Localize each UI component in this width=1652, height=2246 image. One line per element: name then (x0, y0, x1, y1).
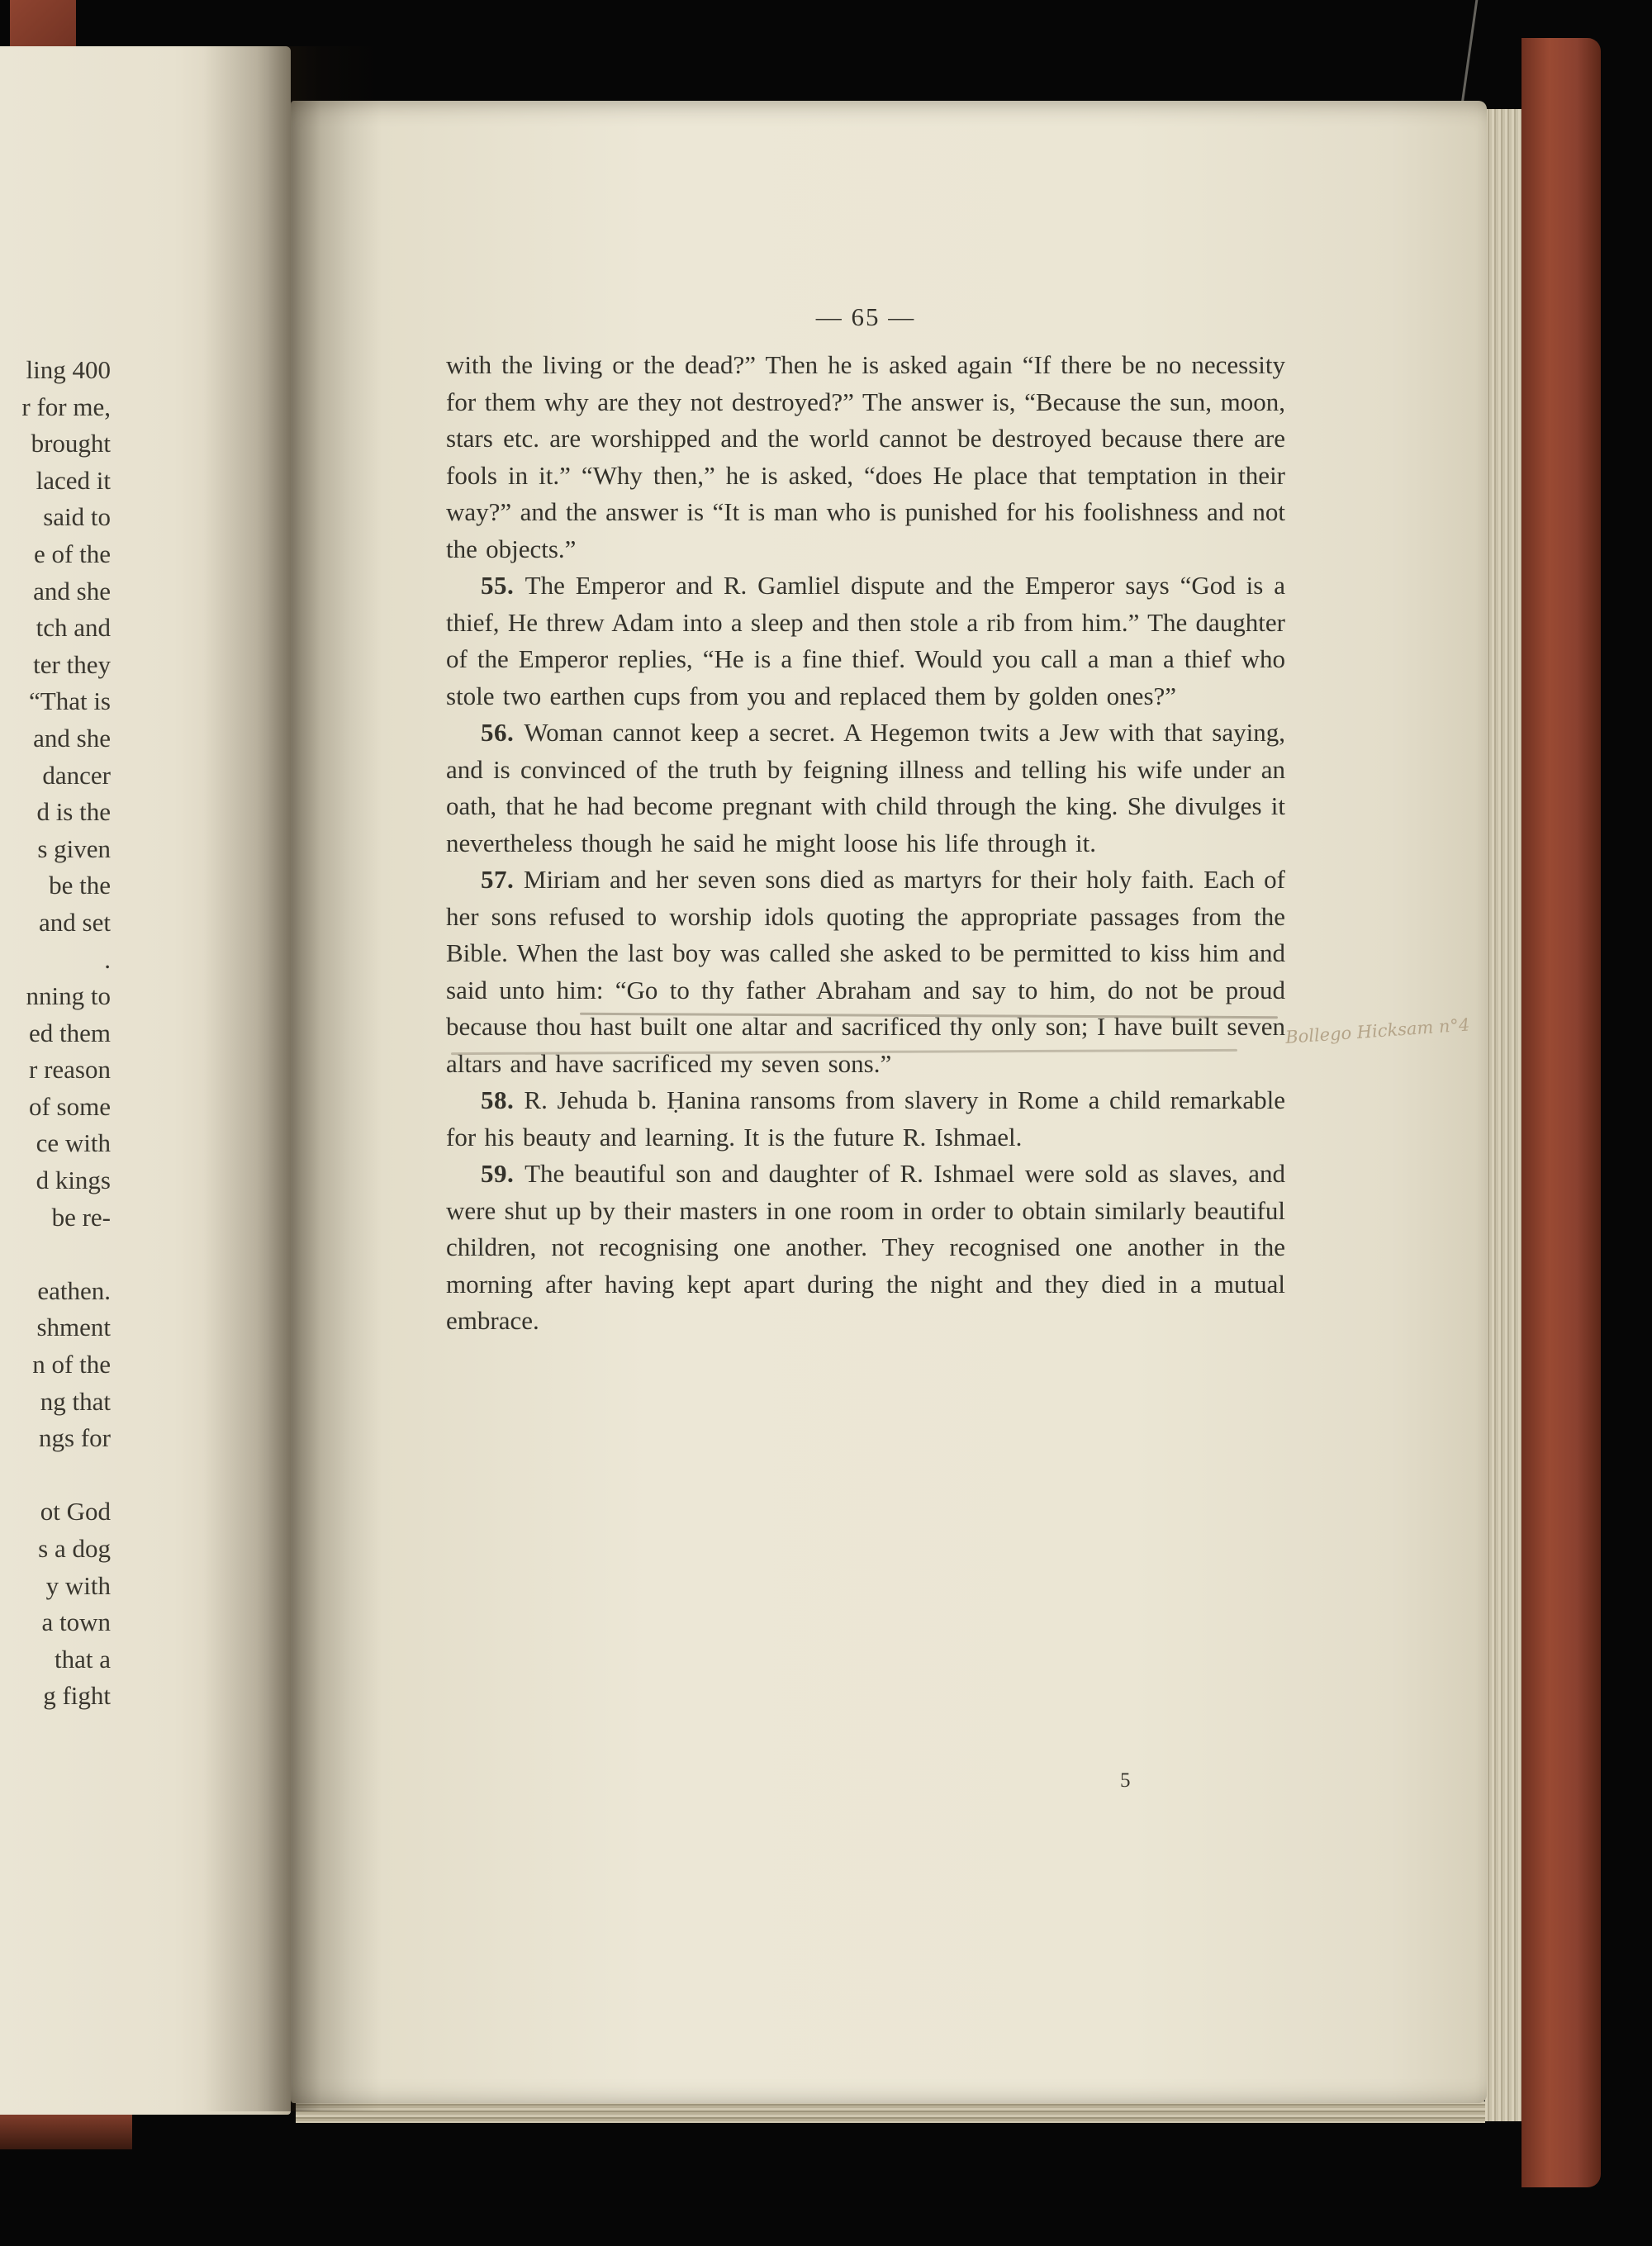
left-page-text-fragment: r for me, (21, 392, 111, 421)
left-page-text-fragment: y with (45, 1570, 111, 1600)
paragraph: 57. Miriam and her seven sons died as martyrs for their holy faith. Each of her sons refused to worship idols quoting the appropriate passages from the Bible. When the last boy was called she asked to be permitted to kiss him and said unto him: “Go to thy father Abraham and say to him, do not be proud because thou hast built one altar and sacrificed thy only son; I have built seven altars and have sacrificed my seven sons.” (446, 865, 1285, 1078)
left-page-text-fragment: a town (41, 1607, 111, 1637)
signature-mark: 5 (1120, 1769, 1131, 1792)
left-page-text-fragment: that a (55, 1644, 111, 1674)
left-page-text-fragment: r reason (29, 1055, 111, 1085)
paragraph: 55. The Emperor and R. Gamliel dispute and the Emperor says “God is a thief, He threw Adam into a sleep and then stole a rib from him.” The daughter of the Emperor replies, “He is a fine thief. Would you call a man a thief who stole two earthen cups from you and replaced them by golden ones?” (446, 571, 1285, 710)
left-page-text-fragment: d is the (36, 797, 111, 827)
left-page-text-fragment: ot God (40, 1497, 111, 1527)
left-page-text-fragment: d kings (36, 1166, 111, 1195)
left-page-text-fragment (0, 1236, 111, 1273)
left-page-text-fragment: ling 400 (26, 355, 111, 384)
left-page-text-fragment: ter they (33, 649, 111, 679)
left-page-text-fragment: “That is (29, 686, 111, 716)
page-number: — 65 — (815, 302, 916, 331)
left-page-text-fragment: dancer (42, 760, 111, 790)
left-page-text-fragment: and she (33, 576, 111, 605)
left-page-text-fragment: e of the (34, 539, 111, 568)
body-text (446, 347, 1285, 1340)
book-cover-bottom-left (0, 2111, 132, 2149)
left-page-fragments (0, 352, 113, 1715)
paragraph-number: 57. (481, 865, 524, 894)
page-edges-bottom (296, 2101, 1485, 2123)
left-page-text-fragment: brought (31, 429, 111, 458)
left-page-text-fragment: laced it (36, 465, 111, 495)
left-page-text-fragment: ng that (40, 1386, 111, 1416)
left-page-text-fragment: and she (33, 723, 111, 753)
left-page-text-fragment: n of the (32, 1350, 111, 1379)
left-page-text-fragment: nning to (26, 981, 111, 1011)
paragraph-number: 58. (481, 1085, 525, 1114)
paragraph: 59. The beautiful son and daughter of R. Ishmael were sold as slaves, and were shut up by their masters in one room in order to obtain similarly beautiful children, not recognising one another. They recognised one another in the morning after having kept apart during the night and they died in a mutual embrace. (446, 1159, 1285, 1335)
paragraph: 56. Woman cannot keep a secret. A Hegemon twits a Jew with that saying, and is convinced of the truth by feigning illness and telling his wife under an oath, that he had become pregnant with child through the king. She divulges it nevertheless though he said he might loose his life through it. (446, 718, 1285, 857)
paragraph: with the living or the dead?” Then he is asked again “If there be no necessity for them why are they not destroyed?” The answer is, “Because the sun, moon, stars etc. are worshipped and the world cannot be destroyed because there are fools in it.” “Why then,” he is asked, “does He place that temptation in their way?” and the answer is “It is man who is punished for his foolishness and not the objects.” (446, 350, 1285, 563)
left-page-text-fragment: be re- (51, 1202, 111, 1232)
paragraph: 58. R. Jehuda b. Ḥanina ransoms from slavery in Rome a child remarkable for his beauty and learning. It is the future R. Ishmael. (446, 1085, 1286, 1151)
left-page-text-fragment: eathen. (37, 1275, 111, 1305)
left-page-text-fragment: ed them (29, 1018, 111, 1047)
left-page-text-fragment: g fight (43, 1681, 111, 1711)
left-page-text-fragment: ngs for (39, 1423, 111, 1453)
left-page-text-fragment: . (104, 944, 111, 974)
left-page-text-fragment: shment (36, 1313, 111, 1342)
page-edges-fore-edge (1485, 109, 1521, 2121)
paragraph-number: 56. (481, 718, 525, 747)
left-page-text-fragment: ce with (36, 1128, 111, 1158)
margin-annotation-handwriting: Bollego Hicksam n°4 (1284, 1014, 1471, 1047)
paragraph-number: 55. (481, 571, 525, 600)
left-page-text-fragment: tch and (36, 613, 111, 643)
left-page-text-fragment: be the (49, 871, 111, 900)
left-page-text-fragment: s given (37, 833, 111, 863)
book-cover-right (1521, 38, 1601, 2187)
paragraph-number: 59. (481, 1159, 525, 1188)
left-page-text-fragment: said to (43, 502, 111, 532)
left-page-text-fragment (0, 1457, 111, 1494)
left-page-text-fragment: s a dog (38, 1534, 111, 1563)
left-page-text-fragment: of some (28, 1091, 111, 1121)
left-page-text-fragment: and set (39, 907, 111, 937)
